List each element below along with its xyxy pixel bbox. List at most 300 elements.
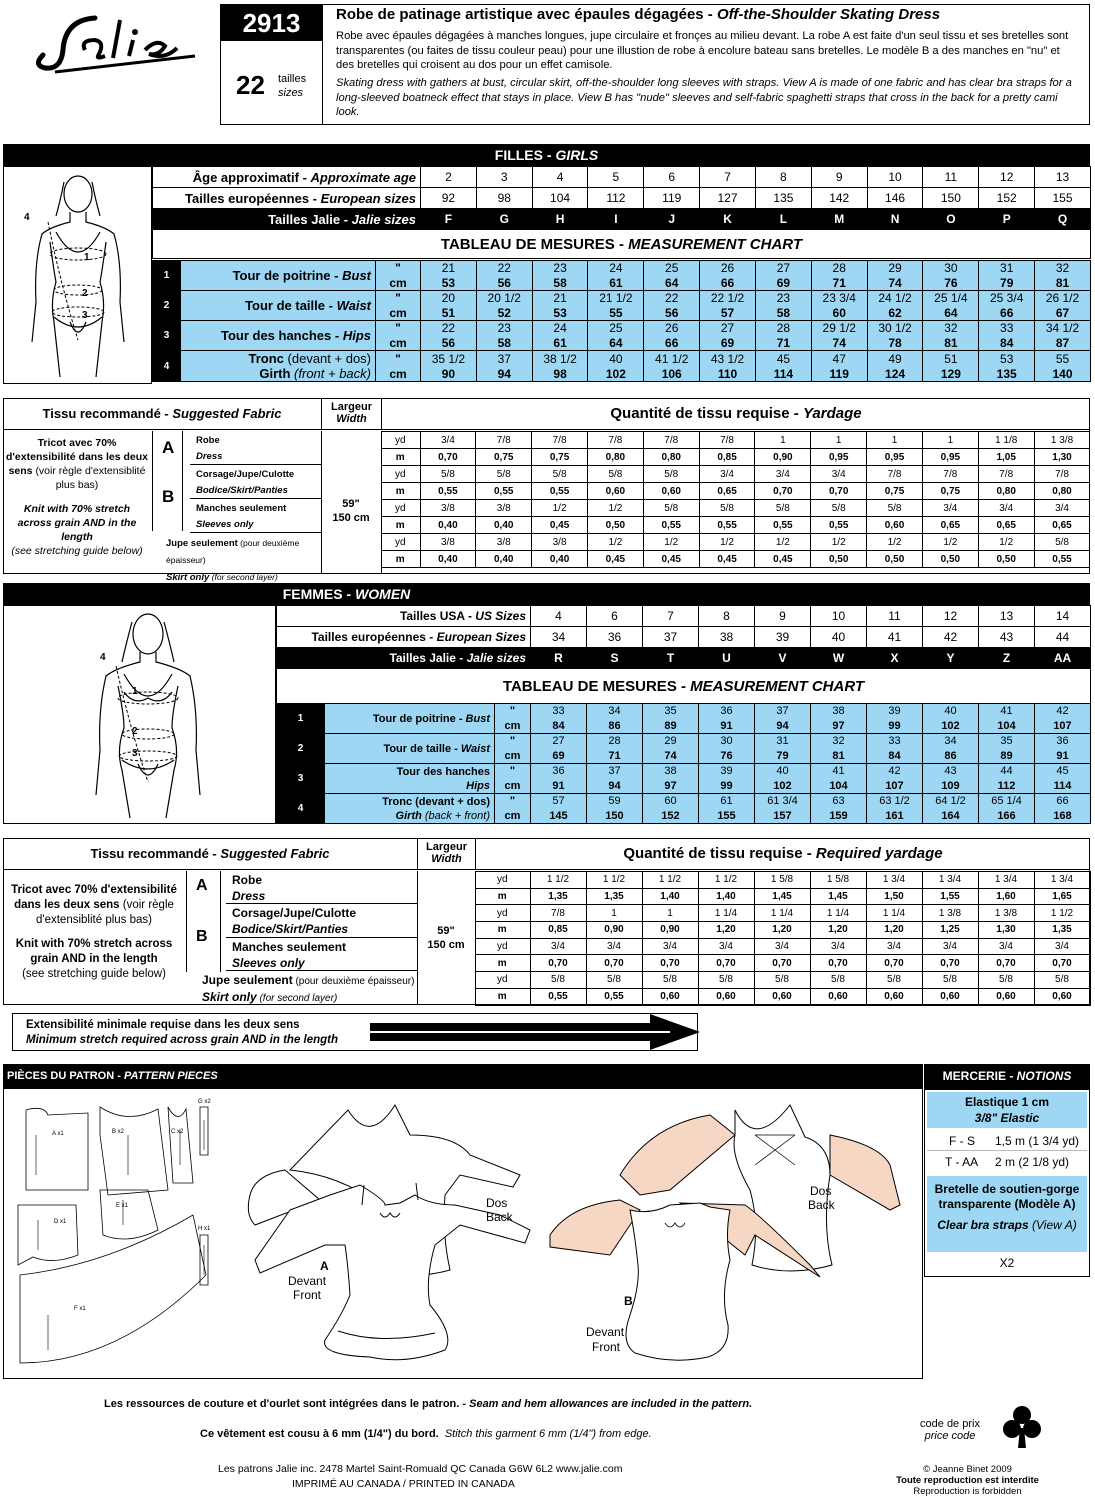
cm-value: 150 bbox=[587, 809, 643, 824]
yd-value: 1/2 bbox=[643, 534, 699, 551]
age-cell: 6 bbox=[644, 167, 700, 188]
cm-value: 168 bbox=[1035, 809, 1091, 824]
yd-value: 1 1/4 bbox=[866, 905, 922, 922]
inch-value: 29 bbox=[867, 261, 923, 276]
girls-measurement-table bbox=[152, 260, 1091, 382]
unit-cm: cm bbox=[376, 366, 421, 382]
yd-value: 3/8 bbox=[420, 500, 476, 517]
fabric-row-label bbox=[190, 465, 321, 499]
m-value: 1,35 bbox=[586, 888, 642, 905]
inch-value: 35 1/2 bbox=[421, 351, 477, 367]
eu-cell: 155 bbox=[1035, 188, 1091, 209]
inch-value: 21 bbox=[421, 261, 477, 276]
cm-value: 74 bbox=[811, 336, 867, 351]
inch-value: 45 bbox=[755, 351, 811, 367]
m-value: 0,65 bbox=[978, 517, 1034, 534]
women-eu-cell: 43 bbox=[979, 627, 1035, 648]
cm-value: 58 bbox=[755, 306, 811, 321]
cm-value: 64 bbox=[588, 336, 644, 351]
desc-line: Tricot avec 70% bbox=[37, 437, 117, 449]
view-a-label: A bbox=[320, 1259, 329, 1273]
inch-value: 34 1/2 bbox=[1035, 321, 1091, 336]
title-en: Off-the-Shoulder Skating Dress bbox=[716, 6, 941, 23]
yardage-row-m bbox=[475, 888, 1090, 905]
yd-value: 3/4 bbox=[922, 938, 978, 955]
m-value: 0,70 bbox=[420, 449, 476, 466]
desc-line: across grain AND in the bbox=[17, 517, 137, 529]
us-cell: 9 bbox=[755, 606, 811, 627]
notions-value: 2 m (2 1/8 yd) bbox=[995, 1155, 1070, 1169]
unit-m: m bbox=[381, 517, 420, 534]
inch-value: 63 1/2 bbox=[867, 794, 923, 809]
women-chart-title-fr: TABLEAU DE MESURES bbox=[502, 677, 677, 695]
unit-yd: yd bbox=[475, 938, 530, 955]
eu-cell: 119 bbox=[644, 188, 700, 209]
piece-label-h: H x1 bbox=[198, 1226, 211, 1232]
desc-line: Knit with 70% stretch across bbox=[15, 938, 173, 950]
women-fabric-description bbox=[4, 883, 184, 982]
width-cm: 150 cm bbox=[332, 512, 370, 524]
unit-cm: cm bbox=[376, 306, 421, 321]
inch-value: 28 bbox=[587, 734, 643, 749]
inch-value: 23 bbox=[476, 321, 532, 336]
cm-value: 145 bbox=[531, 809, 587, 824]
m-value: 0,55 bbox=[476, 483, 532, 500]
cm-value: 106 bbox=[644, 366, 700, 382]
description-fr: Robe avec épaules dégagées à manches longues, jupe circulaire et fronçes au milieu devant. La robe A est faite d'un seul tissu et ses bretelles sont transparentes (ou faites de tissu couleur peau) pour une illustion de robe à encolure bateau sans bretelles. Le modèle B a des manches en "nu" et des bretelles qui croisent au dos pour un effet camisole. bbox=[336, 30, 1069, 71]
yd-value: 7/8 bbox=[867, 466, 923, 483]
inch-value: 43 bbox=[923, 764, 979, 779]
m-value: 0,75 bbox=[922, 483, 978, 500]
yd-value: 1 1/2 bbox=[586, 872, 642, 889]
pattern-number: 2913 bbox=[221, 5, 322, 41]
m-value: 0,90 bbox=[586, 922, 642, 939]
m-value: 1,55 bbox=[922, 888, 978, 905]
m-value: 0,40 bbox=[476, 551, 532, 568]
unit-m: m bbox=[475, 888, 530, 905]
desc-line: Knit with 70% stretch bbox=[23, 503, 131, 515]
inch-value: 22 1/2 bbox=[700, 291, 756, 306]
cm-value: 84 bbox=[979, 336, 1035, 351]
age-cell: 4 bbox=[532, 167, 588, 188]
cm-value: 58 bbox=[532, 276, 588, 291]
footer-seam: Les ressources de couture et d'ourlet sont intégrées dans le patron. - Seam and hem allowances are included in the pattern. bbox=[104, 1398, 753, 1410]
elastic-fr: Elastique 1 cm bbox=[964, 1095, 1050, 1109]
m-value: 0,60 bbox=[587, 483, 643, 500]
m-value: 0,60 bbox=[1034, 988, 1090, 1005]
women-eu-cell: 40 bbox=[811, 627, 867, 648]
m-value: 1,65 bbox=[1034, 888, 1090, 905]
women-jalie-cell: S bbox=[587, 648, 643, 669]
cm-value: 114 bbox=[1035, 779, 1091, 794]
m-value: 0,40 bbox=[476, 517, 532, 534]
strap-en: Clear bra straps bbox=[937, 1218, 1029, 1232]
women-suggested-fr: Tissu recommandé bbox=[90, 846, 209, 861]
price-fr: code de prix bbox=[920, 1418, 980, 1430]
inch-value: 65 1/4 bbox=[979, 794, 1035, 809]
women-measure-row bbox=[277, 704, 1091, 719]
cm-value: 64 bbox=[923, 306, 979, 321]
m-value: 0,55 bbox=[586, 988, 642, 1005]
yd-value: 3/8 bbox=[476, 500, 532, 517]
m-value: 0,45 bbox=[643, 551, 699, 568]
yd-value: 3/4 bbox=[811, 466, 867, 483]
cm-value: 66 bbox=[979, 306, 1035, 321]
inch-value: 35 bbox=[979, 734, 1035, 749]
m-value: 0,75 bbox=[532, 449, 588, 466]
yd-value: 1/2 bbox=[922, 534, 978, 551]
yd-value: 1 3/4 bbox=[978, 872, 1034, 889]
age-cell: 3 bbox=[476, 167, 532, 188]
fabric-label-en: Sleeves only bbox=[196, 519, 254, 530]
cm-value: 97 bbox=[643, 779, 699, 794]
girls-measure-row bbox=[153, 321, 1091, 336]
desc-line: sens bbox=[8, 465, 33, 477]
m-value: 0,45 bbox=[699, 551, 755, 568]
jalie-logo bbox=[25, 10, 200, 80]
measure-label: Tour de taille - Waist bbox=[325, 734, 495, 764]
women-width-fr: Largeur bbox=[426, 841, 467, 853]
women-measurement-table bbox=[276, 703, 1091, 824]
unit-inch: " bbox=[376, 351, 421, 367]
fabric-row-label: Jupe seulement (pour deuxième épaisseur) Skirt only (for second layer) bbox=[166, 538, 300, 583]
cm-value: 52 bbox=[476, 306, 532, 321]
view-a-back-fr: Dos bbox=[486, 1196, 508, 1210]
yd-value: 5/8 bbox=[699, 500, 755, 517]
m-value: 0,45 bbox=[532, 517, 588, 534]
measure-number: 2 bbox=[277, 734, 325, 764]
yardage-row-yd bbox=[381, 500, 1090, 517]
stretch-text-fr: Extensibilité minimale requise dans les deux sens bbox=[26, 1019, 300, 1031]
women-suggested-en: Suggested Fabric bbox=[220, 846, 330, 861]
inch-value: 39 bbox=[867, 704, 923, 719]
women-measure-row bbox=[277, 734, 1091, 749]
women-fig-label-3: 3 bbox=[132, 748, 138, 759]
yd-value: 5/8 bbox=[532, 466, 588, 483]
unit-yd: yd bbox=[381, 466, 420, 483]
m-value: 0,90 bbox=[642, 922, 698, 939]
measure-number: 4 bbox=[277, 794, 325, 824]
measure-label-fr: Tour de poitrine bbox=[232, 268, 331, 283]
measure-label: Tronc (devant + dos) Girth (back + front) bbox=[325, 794, 495, 824]
unit-yd: yd bbox=[381, 534, 420, 551]
jalie-cell: F bbox=[421, 209, 477, 230]
jalie-cell: Q bbox=[1035, 209, 1091, 230]
pattern-pieces-diagram bbox=[8, 1095, 218, 1375]
girls-width-heading bbox=[321, 398, 381, 430]
yd-value: 1 5/8 bbox=[754, 872, 810, 889]
m-value: 0,60 bbox=[810, 988, 866, 1005]
cm-value: 61 bbox=[532, 336, 588, 351]
eu-cell: 127 bbox=[700, 188, 756, 209]
yardage-row-yd bbox=[381, 466, 1090, 483]
cm-value: 102 bbox=[923, 719, 979, 734]
women-jalie-cell: Y bbox=[923, 648, 979, 669]
m-value: 0,65 bbox=[1034, 517, 1090, 534]
elastic-en: 3/8" Elastic bbox=[974, 1111, 1040, 1125]
yardage-row-yd bbox=[475, 905, 1090, 922]
inch-value: 25 bbox=[588, 321, 644, 336]
chart-title-en: MEASUREMENT CHART bbox=[628, 235, 803, 253]
m-value: 0,60 bbox=[643, 483, 699, 500]
women-eu-cell: 36 bbox=[587, 627, 643, 648]
eu-cell: 146 bbox=[867, 188, 923, 209]
girls-width-value bbox=[321, 497, 381, 525]
inch-value: 45 bbox=[1035, 764, 1091, 779]
inch-value: 63 bbox=[811, 794, 867, 809]
inch-value: 38 1/2 bbox=[532, 351, 588, 367]
yd-value: 1 1/2 bbox=[530, 872, 586, 889]
repro-en: Reproduction is forbidden bbox=[913, 1486, 1022, 1497]
cm-value: 129 bbox=[923, 366, 979, 382]
girls-width-en: Width bbox=[336, 413, 367, 425]
cm-value: 94 bbox=[755, 719, 811, 734]
cm-value: 152 bbox=[643, 809, 699, 824]
cm-value: 84 bbox=[867, 749, 923, 764]
unit-m: m bbox=[381, 551, 420, 568]
cm-value: 135 bbox=[979, 366, 1035, 382]
m-value: 0,60 bbox=[867, 517, 923, 534]
inch-value: 37 bbox=[587, 764, 643, 779]
m-value: 1,30 bbox=[1034, 449, 1090, 466]
yd-value: 5/8 bbox=[866, 972, 922, 989]
cm-value: 159 bbox=[811, 809, 867, 824]
girls-jalie-row: Tailles Jalie - Jalie sizes F G H I J K L M N O P Q bbox=[153, 209, 1091, 230]
strap-en-2: (View A) bbox=[1032, 1218, 1077, 1232]
cm-value: 99 bbox=[699, 779, 755, 794]
m-value: 0,60 bbox=[698, 988, 754, 1005]
chart-title-fr: TABLEAU DE MESURES bbox=[440, 235, 615, 253]
cm-value: 86 bbox=[923, 749, 979, 764]
inch-value: 25 3/4 bbox=[979, 291, 1035, 306]
yd-value: 1/2 bbox=[867, 534, 923, 551]
jalie-cell: J bbox=[644, 209, 700, 230]
cm-value: 166 bbox=[979, 809, 1035, 824]
unit-m: m bbox=[475, 988, 530, 1005]
women-eu-cell: 38 bbox=[699, 627, 755, 648]
inch-value: 64 1/2 bbox=[923, 794, 979, 809]
yd-value: 1 1/4 bbox=[698, 905, 754, 922]
jalie-cell: L bbox=[755, 209, 811, 230]
yd-value: 3/8 bbox=[476, 534, 532, 551]
inch-value: 43 1/2 bbox=[700, 351, 756, 367]
women-eu-label-fr: Tailles européennes bbox=[311, 630, 426, 644]
cm-value: 94 bbox=[476, 366, 532, 382]
footer-printed: IMPRIMÉ AU CANADA / PRINTED IN CANADA bbox=[292, 1478, 515, 1490]
elastic-heading bbox=[927, 1092, 1087, 1128]
cm-value: 87 bbox=[1035, 336, 1091, 351]
fabric-row-label bbox=[190, 431, 321, 465]
yd-value: 5/8 bbox=[587, 466, 643, 483]
inch-value: 22 bbox=[421, 321, 477, 336]
yardage-row-m bbox=[475, 955, 1090, 972]
m-value: 0,90 bbox=[755, 449, 811, 466]
view-a-back-en: Back bbox=[486, 1210, 513, 1224]
measure-label-en: Hips bbox=[342, 328, 371, 343]
inch-value: 23 bbox=[755, 291, 811, 306]
yd-value: 1/2 bbox=[532, 500, 588, 517]
yd-value: 7/8 bbox=[699, 432, 755, 449]
seam-en: Seam and hem allowances are included in the pattern. bbox=[469, 1398, 753, 1410]
yd-value: 1 1/4 bbox=[810, 905, 866, 922]
cm-value: 81 bbox=[811, 749, 867, 764]
measure-number: 1 bbox=[277, 704, 325, 734]
m-value: 1,45 bbox=[810, 888, 866, 905]
cm-value: 98 bbox=[532, 366, 588, 382]
m-value: 1,45 bbox=[754, 888, 810, 905]
inch-value: 41 1/2 bbox=[644, 351, 700, 367]
title-fr: Robe de patinage artistique avec épaules dégagées bbox=[336, 6, 704, 23]
yd-value: 1/2 bbox=[978, 534, 1034, 551]
measure-label: Tour de poitrine - Bust bbox=[325, 704, 495, 734]
yd-value: 5/8 bbox=[1034, 972, 1090, 989]
girls-yardage-en: Yardage bbox=[802, 405, 862, 422]
inch-value: 33 bbox=[531, 704, 587, 719]
inch-value: 31 bbox=[755, 734, 811, 749]
unit-inch: " bbox=[495, 764, 531, 779]
yd-value: 7/8 bbox=[643, 432, 699, 449]
measure-label-fr: Tour des hanches bbox=[220, 328, 332, 343]
inch-value: 33 bbox=[979, 321, 1035, 336]
cm-value: 155 bbox=[699, 809, 755, 824]
yardage-row-m bbox=[381, 483, 1090, 500]
piece-label-a: A x1 bbox=[52, 1131, 64, 1137]
notions-heading-en: NOTIONS bbox=[1016, 1069, 1072, 1083]
women-fig-label-1: 1 bbox=[132, 686, 138, 697]
cm-value: 56 bbox=[421, 336, 477, 351]
sizes-label-fr: tailles bbox=[278, 73, 307, 85]
yd-value: 3/4 bbox=[699, 466, 755, 483]
unit-yd: yd bbox=[475, 905, 530, 922]
yd-value: 1 bbox=[755, 432, 811, 449]
unit-cm: cm bbox=[495, 719, 531, 734]
m-value: 0,55 bbox=[699, 517, 755, 534]
inch-value: 55 bbox=[1035, 351, 1091, 367]
yd-value: 1 1/2 bbox=[642, 872, 698, 889]
unit-inch: " bbox=[495, 734, 531, 749]
cm-value: 71 bbox=[587, 749, 643, 764]
women-jalie-label-en: Jalie sizes bbox=[466, 651, 526, 665]
jalie-cell: I bbox=[588, 209, 644, 230]
women-fig-label-2: 2 bbox=[132, 726, 138, 737]
sizes-label-en: sizes bbox=[278, 87, 304, 99]
repro-fr: Toute reproduction est interdite bbox=[896, 1475, 1039, 1486]
age-cell: 11 bbox=[923, 167, 979, 188]
girls-measure-row bbox=[153, 351, 1091, 367]
yardage-row-yd bbox=[475, 938, 1090, 955]
notions-row bbox=[927, 1152, 1087, 1172]
view-b-front-fr: Devant bbox=[586, 1325, 625, 1339]
inch-value: 32 bbox=[923, 321, 979, 336]
jalie-cell: G bbox=[476, 209, 532, 230]
inch-value: 30 bbox=[923, 261, 979, 276]
m-value: 0,70 bbox=[922, 955, 978, 972]
women-width-heading bbox=[417, 838, 475, 870]
inch-value: 21 bbox=[532, 291, 588, 306]
girls-age-row: Âge approximatif - Approximate age 2 3 4 5 6 7 8 9 10 11 12 13 bbox=[153, 167, 1091, 188]
inch-value: 61 bbox=[699, 794, 755, 809]
fabric-label-fr: Corsage/Jupe/Culotte bbox=[232, 906, 357, 921]
women-us-row: Tailles USA - US Sizes 4 6 7 8 9 10 11 12 13 14 bbox=[277, 606, 1091, 627]
stretch-text-en: Minimum stretch required across grain AND in the length bbox=[26, 1034, 339, 1046]
eu-cell: 92 bbox=[421, 188, 477, 209]
women-eu-cell: 34 bbox=[531, 627, 587, 648]
women-heading-fr: FEMMES bbox=[282, 586, 343, 602]
women-width-value bbox=[417, 924, 475, 952]
yd-value: 3/4 bbox=[922, 500, 978, 517]
eu-cell: 135 bbox=[755, 188, 811, 209]
girls-chart-heading-row: TABLEAU DE MESURES - MEASUREMENT CHART bbox=[153, 230, 1091, 259]
yd-value: 1/2 bbox=[699, 534, 755, 551]
cm-value: 69 bbox=[531, 749, 587, 764]
m-value: 0,70 bbox=[642, 955, 698, 972]
yd-value: 5/8 bbox=[643, 466, 699, 483]
women-jalie-cell: AA bbox=[1035, 648, 1091, 669]
women-jalie-cell: T bbox=[643, 648, 699, 669]
cm-value: 164 bbox=[923, 809, 979, 824]
m-value: 0,80 bbox=[643, 449, 699, 466]
age-cell: 9 bbox=[811, 167, 867, 188]
measure-label: Tour de taille - Waist bbox=[181, 291, 376, 321]
yd-value: 1/2 bbox=[755, 534, 811, 551]
women-jalie-cell: R bbox=[531, 648, 587, 669]
width-in: 59" bbox=[342, 498, 360, 510]
cm-value: 84 bbox=[531, 719, 587, 734]
yd-value: 3/4 bbox=[978, 500, 1034, 517]
m-value: 1,20 bbox=[754, 922, 810, 939]
inch-value: 40 bbox=[923, 704, 979, 719]
yardage-row-yd bbox=[381, 432, 1090, 449]
girls-fig-label-2: 2 bbox=[82, 288, 88, 299]
yd-value: 5/8 bbox=[586, 972, 642, 989]
cm-value: 109 bbox=[923, 779, 979, 794]
women-size-table bbox=[276, 605, 1091, 704]
yd-value: 7/8 bbox=[532, 432, 588, 449]
yd-value: 1 bbox=[867, 432, 923, 449]
m-value: 0,70 bbox=[754, 955, 810, 972]
women-measure-row bbox=[277, 794, 1091, 809]
inch-value: 53 bbox=[979, 351, 1035, 367]
girls-yardage-table bbox=[381, 431, 1090, 568]
girls-yardage-heading: Quantité de tissu requise - Yardage bbox=[381, 398, 1090, 430]
yardage-row-yd bbox=[381, 534, 1090, 551]
unit-inch: " bbox=[376, 261, 421, 276]
inch-value: 26 bbox=[700, 261, 756, 276]
yd-value: 5/8 bbox=[643, 500, 699, 517]
price-en: price code bbox=[924, 1430, 976, 1442]
inch-value: 32 bbox=[811, 734, 867, 749]
women-view-a: A bbox=[196, 877, 208, 894]
girls-heading-en: GIRLS bbox=[555, 147, 599, 163]
m-value: 1,20 bbox=[810, 922, 866, 939]
m-value: 0,55 bbox=[532, 483, 588, 500]
cm-value: 57 bbox=[700, 306, 756, 321]
inch-value: 23 3/4 bbox=[811, 291, 867, 306]
girls-width-fr: Largeur bbox=[331, 401, 372, 413]
cm-value: 55 bbox=[588, 306, 644, 321]
cm-value: 91 bbox=[699, 719, 755, 734]
yd-value: 1 3/8 bbox=[978, 905, 1034, 922]
girls-fig-label-1: 1 bbox=[84, 252, 90, 263]
desc-line: (voir règle d'extensiblité bbox=[35, 465, 146, 477]
measure-label-line: Tronc (devant + dos) bbox=[248, 351, 371, 366]
us-cell: 12 bbox=[923, 606, 979, 627]
m-value: 0,65 bbox=[922, 517, 978, 534]
us-label-en: US Sizes bbox=[475, 609, 526, 623]
cm-value: 107 bbox=[867, 779, 923, 794]
measure-label: Tour des hanches Hips bbox=[325, 764, 495, 794]
fabric-label-en: Bodice/Skirt/Panties bbox=[196, 485, 288, 496]
